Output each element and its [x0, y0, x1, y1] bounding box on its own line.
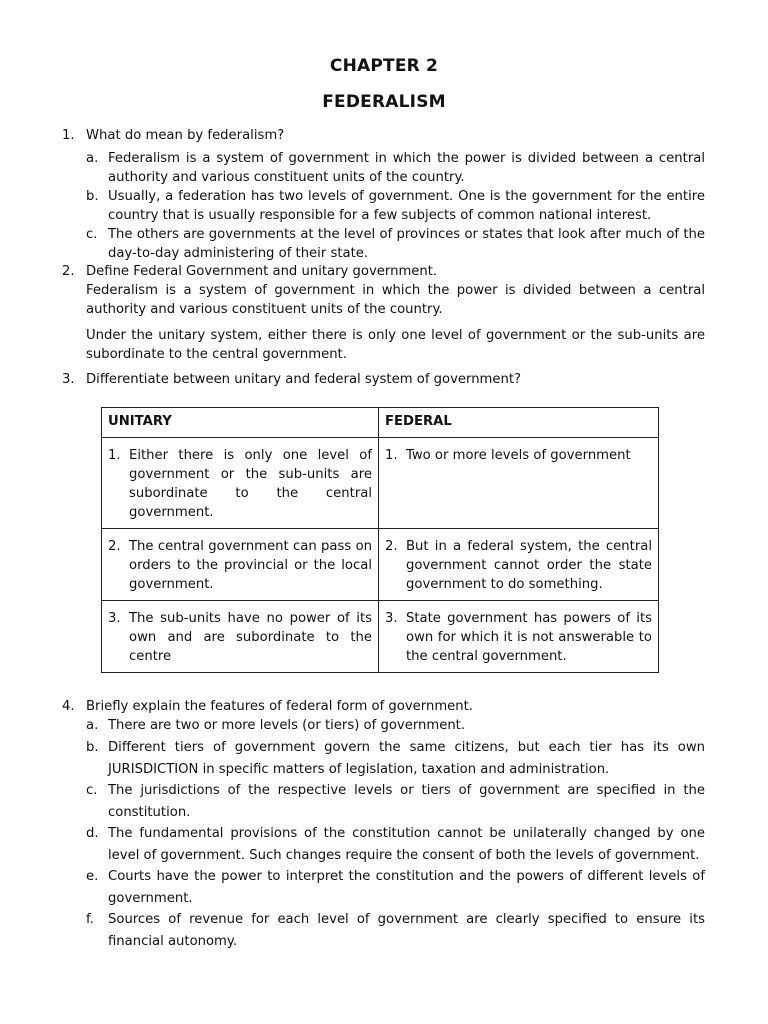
chapter-title: FEDERALISM: [322, 92, 446, 112]
answer-item: [86, 225, 705, 263]
answer-text: Courts have the power to interpret the constitution and the powers of different levels of government.: [108, 869, 705, 906]
cell-number: 2.: [385, 539, 398, 554]
question-text: Briefly explain the features of federal form of government.: [86, 699, 474, 714]
cell-text: State government has powers of its own for which it is not answerable to the central government.: [406, 611, 652, 664]
table-cell: [379, 438, 659, 529]
answer-letter: d.: [86, 826, 99, 841]
answer-paragraph: Federalism is a system of government in which the power is divided between a central authority and various constituent units of the country.: [86, 283, 705, 317]
answer-item: [86, 187, 705, 225]
table-cell: [102, 438, 379, 529]
question-2: [62, 262, 705, 281]
answer-text: The jurisdictions of the respective levels or tiers of government are specified in the constitution.: [108, 783, 705, 820]
cell-text: The central government can pass on orders to the provincial or the local government.: [129, 539, 372, 592]
table-header-row: [102, 408, 659, 438]
answer-text: Sources of revenue for each level of government are clearly specified to ensure its financial autonomy.: [108, 912, 705, 949]
answer-text: Different tiers of government govern the same citizens, but each tier has its own JURISDICTION in specific matters of legislation, taxation and administration.: [108, 740, 705, 777]
answer-text: The fundamental provisions of the constitution cannot be unilaterally changed by one level of government. Such changes require the consent of both the levels of government.: [108, 826, 705, 863]
column-header-unitary: UNITARY: [102, 408, 379, 438]
cell-text: Either there is only one level of government or the sub-units are subordinate to the central government.: [129, 448, 372, 520]
answer-letter: a.: [86, 718, 99, 733]
table-cell: [379, 529, 659, 601]
answer-text: There are two or more levels (or tiers) of government.: [108, 718, 466, 733]
table-cell: [102, 529, 379, 601]
question-3: [62, 370, 705, 389]
question-text: Differentiate between unitary and federal system of government?: [86, 372, 522, 387]
answer-letter: e.: [86, 869, 99, 884]
answer-item: [86, 823, 705, 867]
cell-number: 1.: [108, 448, 121, 463]
answer-item: [86, 149, 705, 187]
answer-paragraph: Under the unitary system, either there is only one level of government or the sub-units are subordinate to the central government.: [86, 328, 705, 362]
question-number: 3.: [62, 372, 75, 387]
answer-item: [86, 716, 705, 735]
cell-text: Two or more levels of government: [406, 448, 631, 463]
answer-text: The others are governments at the level of provinces or states that look after much of the day-to-day administering of their state.: [108, 227, 705, 261]
answer-letter: b.: [86, 189, 99, 204]
answer-item: [86, 737, 705, 781]
answer-text: Usually, a federation has two levels of government. One is the government for the entire country that is usually responsible for a few subjects of common national interest.: [108, 189, 705, 223]
cell-number: 2.: [108, 539, 121, 554]
answer-item: [86, 780, 705, 824]
question-4: [62, 697, 705, 716]
cell-number: 3.: [108, 611, 121, 626]
answer-letter: b.: [86, 740, 99, 755]
cell-number: 3.: [385, 611, 398, 626]
answer-text: Federalism is a system of government in which the power is divided between a central authority and various constituent units of the country.: [108, 151, 705, 185]
answer-letter: f.: [86, 912, 94, 927]
answer-item: [86, 866, 705, 910]
answer-letter: c.: [86, 783, 98, 798]
answer-item: [86, 909, 705, 953]
question-number: 1.: [62, 128, 75, 143]
answer-letter: c.: [86, 227, 98, 242]
table-cell: [102, 601, 379, 673]
question-text: What do mean by federalism?: [86, 128, 285, 143]
chapter-heading: CHAPTER 2: [329, 56, 439, 76]
question-number: 2.: [62, 264, 75, 279]
table-row: [102, 529, 659, 601]
cell-text: But in a federal system, the central government cannot order the state government to do something.: [406, 539, 652, 592]
table-row: [102, 601, 659, 673]
cell-number: 1.: [385, 448, 398, 463]
answer-letter: a.: [86, 151, 99, 166]
question-text: Define Federal Government and unitary government.: [86, 264, 438, 279]
cell-text: The sub-units have no power of its own and are subordinate to the centre: [129, 611, 372, 664]
question-number: 4.: [62, 699, 75, 714]
column-header-federal: FEDERAL: [379, 408, 659, 438]
comparison-table: [101, 407, 659, 673]
table-cell: [379, 601, 659, 673]
question-1: [62, 126, 705, 145]
table-row: [102, 438, 659, 529]
